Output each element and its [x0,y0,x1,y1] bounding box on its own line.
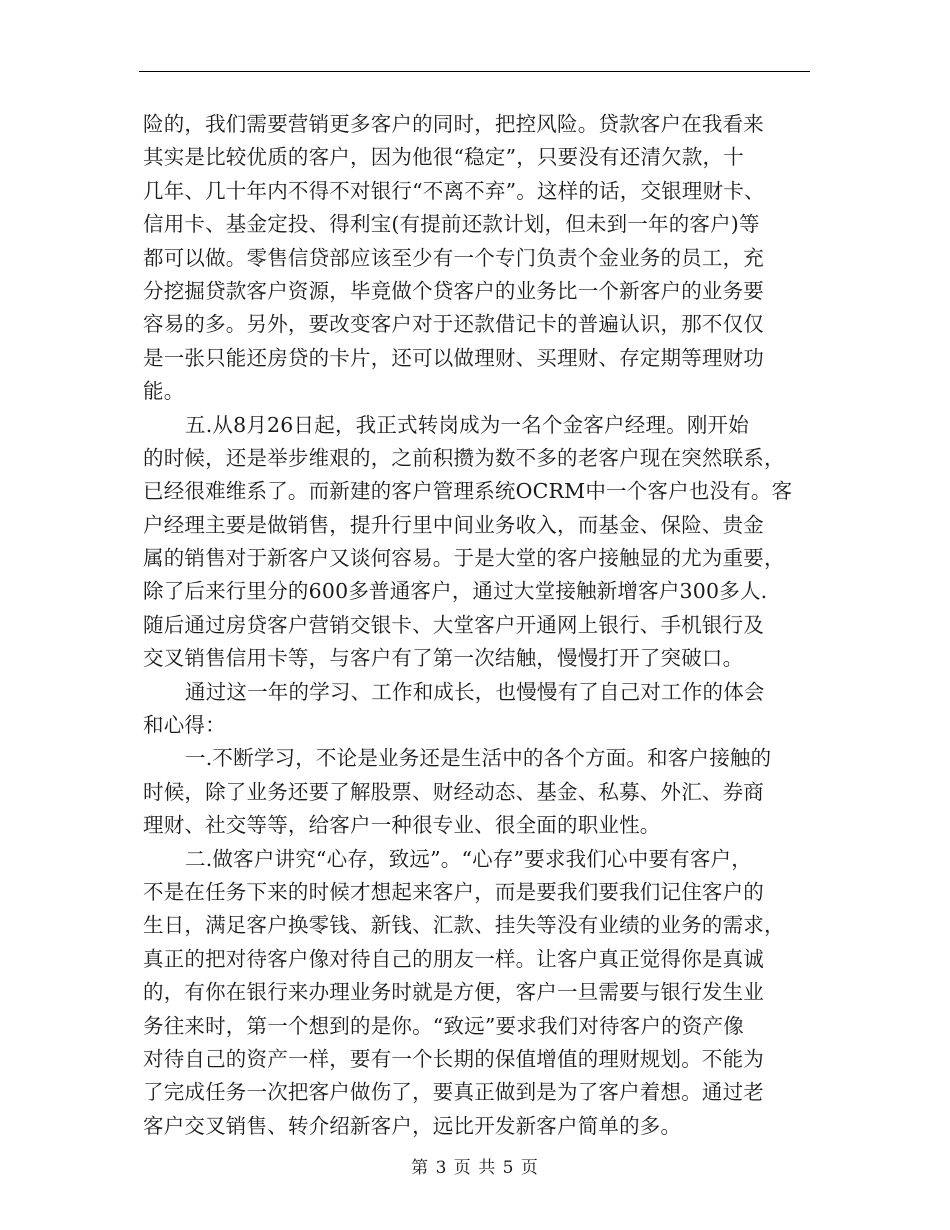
text-line: 能。 [143,379,185,404]
text-line: 属的销售对于新客户又谈何容易。于是大堂的客户接触显的尤为重要， [143,546,785,571]
text-line: 客户交叉销售、转介绍新客户，远比开发新客户简单的多。 [143,1113,682,1138]
text-line: 信用卡、基金定投、得利宝(有提前还款计划，但未到一年的客户)等 [143,212,760,237]
text-line: 的，有你在银行来办理业务时就是方便，客户一旦需要与银行发生业 [143,980,764,1005]
text-line: 容易的多。另外，要改变客户对于还款借记卡的普遍认识，那不仅仅 [143,312,764,337]
text-line: 真正的把对待客户像对待自己的朋友一样。让客户真正觉得你是真诚 [143,946,764,971]
text-line: 不是在任务下来的时候才想起来客户，而是要我们要我们记住客户的 [143,879,764,904]
text-line: 已经很难维系了。而新建的客户管理系统OCRM中一个客户也没有。客 [143,479,793,504]
text-line: 时候，除了业务还要了解股票、财经动态、基金、私募、外汇、券商 [143,779,764,804]
page-footer: 第 3 页 共 5 页 [411,1158,539,1178]
text-line: 都可以做。零售信贷部应该至少有一个专门负责个金业务的员工，充 [143,245,764,270]
text-line: 几年、几十年内不得不对银行“不离不弃”。这样的话，交银理财卡、 [143,178,765,203]
text-line: 是一张只能还房贷的卡片，还可以做理财、买理财、存定期等理财功 [143,345,764,370]
header-rule [139,71,810,72]
text-line: 理财、社交等等，给客户一种很专业、很全面的职业性。 [143,813,661,838]
text-line: 了完成任务一次把客户做伤了，要真正做到是为了客户着想。通过老 [143,1080,764,1105]
text-line: 生日，满足客户换零钱、新钱、汇款、挂失等没有业绩的业务的需求， [143,913,785,938]
text-line: 险的，我们需要营销更多客户的同时，把控风险。贷款客户在我看来 [143,112,764,136]
text-line: 的时候，还是举步维艰的，之前积攒为数不多的老客户现在突然联系， [143,445,785,470]
text-line: 交叉销售信用卡等，与客户有了第一次结触，慢慢打开了突破口。 [143,646,744,671]
text-line: 除了后来行里分的600多普通客户，通过大堂接触新增客户300多人. [143,579,768,604]
text-line: 户经理主要是做销售，提升行里中间业务收入，而基金、保险、贵金 [143,512,764,537]
text-line: 对待自己的资产一样，要有一个长期的保值增值的理财规划。不能为 [143,1046,764,1071]
text-line: 其实是比较优质的客户，因为他很“稳定”，只要没有还清欠款，十 [143,145,744,170]
text-line: 分挖掘贷款客户资源，毕竟做个贷客户的业务比一个新客户的业务要 [143,278,764,303]
text-line: 随后通过房贷客户营销交银卡、大堂客户开通网上银行、手机银行及 [143,612,764,637]
text-line: 二.做客户讲究“心存，致远”。“心存”要求我们心中要有客户， [185,846,752,871]
text-line: 五.从8月26日起，我正式转岗成为一名个金客户经理。刚开始 [185,412,749,437]
text-line: 通过这一年的学习、工作和成长，也慢慢有了自己对工作的体会 [185,679,765,704]
document-body [143,108,811,1143]
text-line: 一.不断学习，不论是业务还是生活中的各个方面。和客户接触的 [185,746,772,771]
text-line: 务往来时，第一个想到的是你。“致远”要求我们对待客户的资产像 [143,1013,744,1038]
text-line: 和心得： [143,713,226,738]
